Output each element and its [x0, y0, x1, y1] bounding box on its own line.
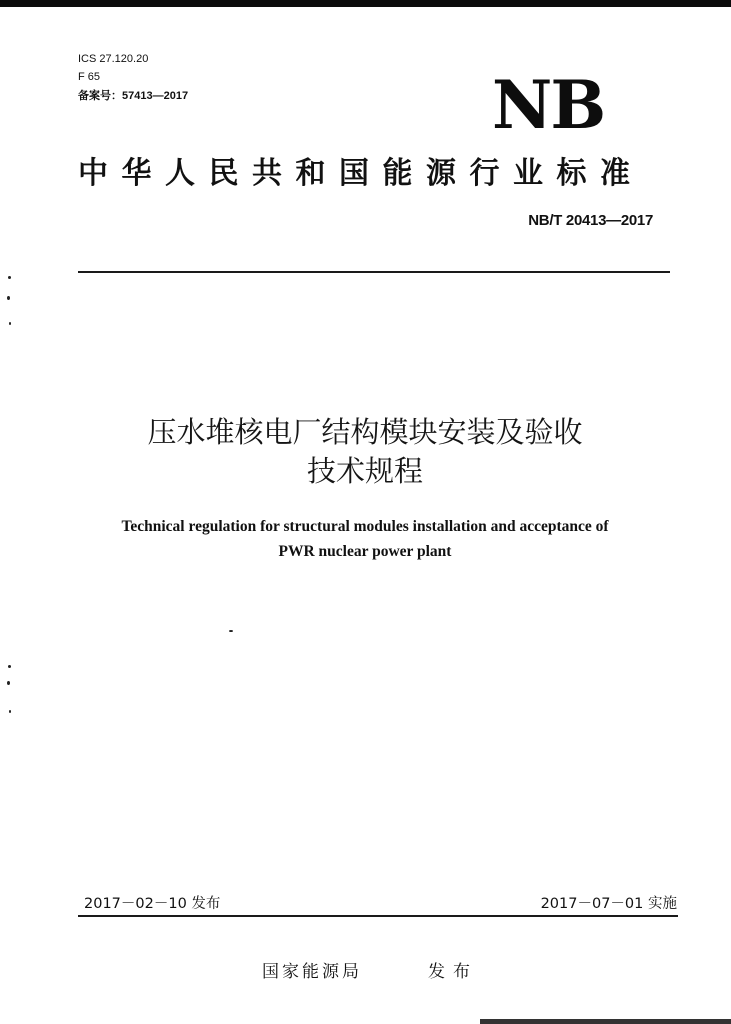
- scan-speck: [229, 630, 233, 632]
- ics-code: ICS 27.120.20: [78, 53, 149, 65]
- nb-logo: NB: [492, 66, 605, 144]
- issuing-authority: 国家能源局: [262, 962, 362, 982]
- top-divider: [78, 271, 670, 273]
- title-english-line-2: PWR nuclear power plant: [278, 543, 452, 560]
- standard-number: NB/T 20413—2017: [528, 212, 653, 229]
- title-chinese-line-1: 压水堆核电厂结构模块安装及验收: [147, 415, 583, 449]
- scan-top-border: [0, 0, 731, 7]
- record-number: 备案号：57413—2017: [78, 90, 189, 102]
- title-english-line-1: Technical regulation for structural modules installation and acceptance of: [121, 518, 609, 535]
- bottom-divider: [78, 915, 678, 917]
- scan-bottom-edge: [480, 1019, 731, 1024]
- ccs-code: F 65: [78, 71, 101, 83]
- issue-date: 2017－02－10 发布: [84, 896, 221, 912]
- scan-speck: [9, 322, 11, 325]
- scan-speck: [8, 276, 11, 279]
- implementation-date: 2017－07－01 实施: [540, 896, 677, 912]
- scan-speck: [7, 296, 10, 300]
- issue-label: 发布: [428, 962, 478, 982]
- title-chinese-line-2: 技术规程: [306, 454, 423, 488]
- scan-speck: [7, 681, 10, 685]
- scan-speck: [9, 710, 11, 713]
- scan-speck: [8, 665, 11, 668]
- standard-type-heading: 中华人民共和国能源行业标准: [78, 156, 644, 191]
